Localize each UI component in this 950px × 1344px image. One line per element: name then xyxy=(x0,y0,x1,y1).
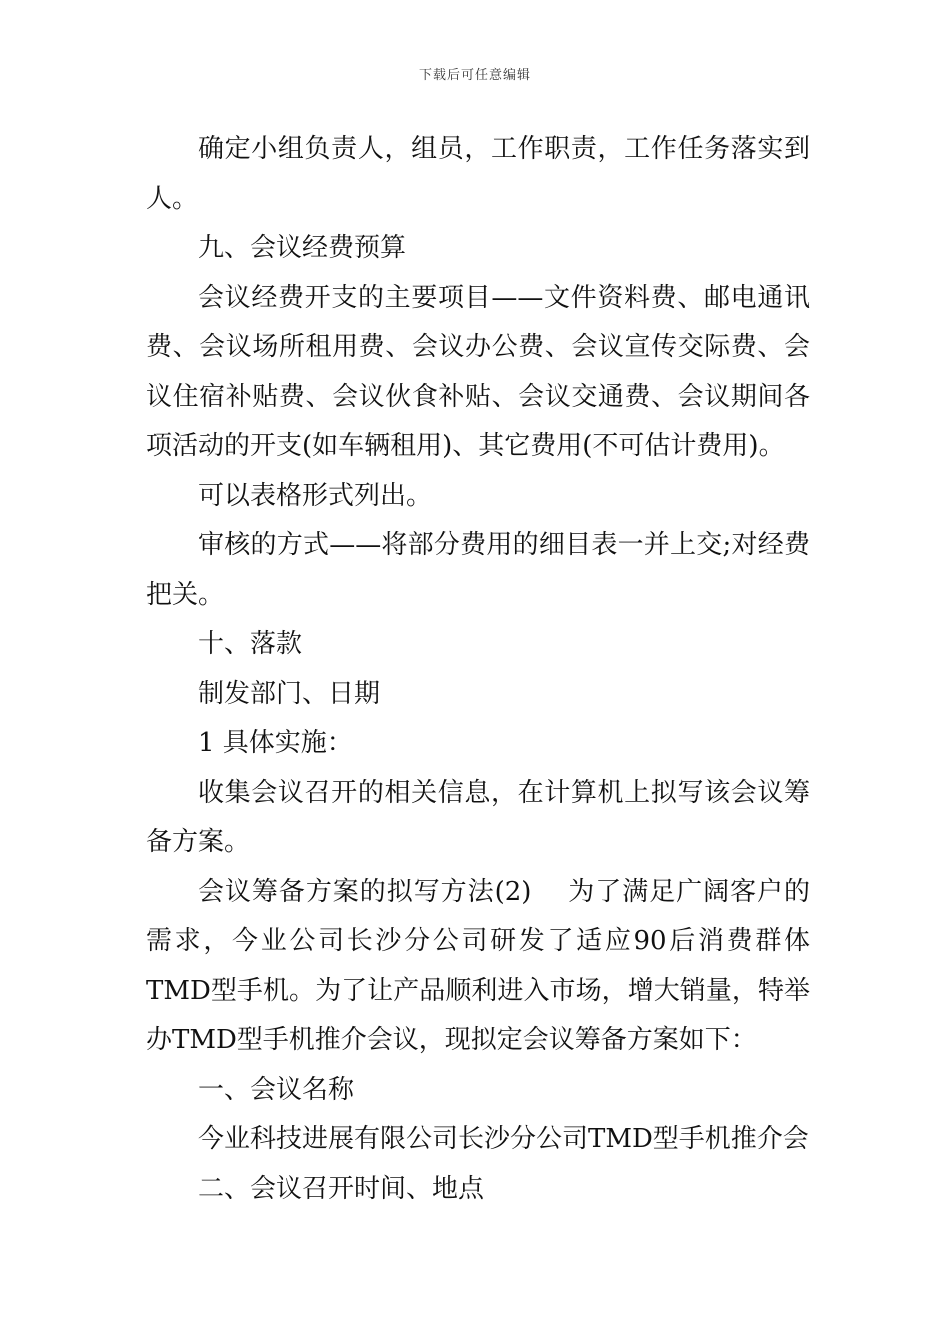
document-body xyxy=(146,125,810,1214)
heading-implementation: 1 具体实施： xyxy=(198,728,353,758)
heading-signature: 十、落款 xyxy=(198,629,303,659)
heading-meeting-name: 一、会议名称 xyxy=(198,1074,355,1105)
paragraph-meeting-name: 今业科技进展有限公司长沙分公司TMD型手机推介会 xyxy=(198,1124,809,1154)
paragraph-budget-items: 会议经费开支的主要项目——文件资料费、邮电通讯费、会议场所租用费、会议办公费、会议宣传交际费、会议住宿补贴费、会议伙食补贴、会议交通费、会议期间各项活动的开支(如车辆租用)、其它费用(不可估计费用)。 xyxy=(146,282,810,461)
heading-time-place: 二、会议召开时间、地点 xyxy=(198,1173,485,1204)
paragraph-table-form: 可以表格形式列出。 xyxy=(198,480,433,511)
paragraph-audit: 审核的方式——将部分费用的细目表一并上交;对经费把关。 xyxy=(146,530,810,610)
paragraph-collect-info: 收集会议召开的相关信息，在计算机上拟写该会议筹备方案。 xyxy=(146,777,810,857)
heading-budget: 九、会议经费预算 xyxy=(198,233,407,263)
paragraph-responsibility: 确定小组负责人，组员，工作职责，工作任务落实到人。 xyxy=(146,134,810,214)
paragraph-issuer-date: 制发部门、日期 xyxy=(198,678,381,709)
page-header: 下载后可任意编辑 xyxy=(418,68,531,83)
paragraph-method-intro: 会议筹备方案的拟写方法(2) 为了满足广阔客户的需求，今业公司长沙分公司研发了适应90后消费群体TMD型手机。为了让产品顺利进入市场，增大销量，特举办TMD型手机推介会议，现拟定会议筹备方案如下： xyxy=(146,876,810,1055)
